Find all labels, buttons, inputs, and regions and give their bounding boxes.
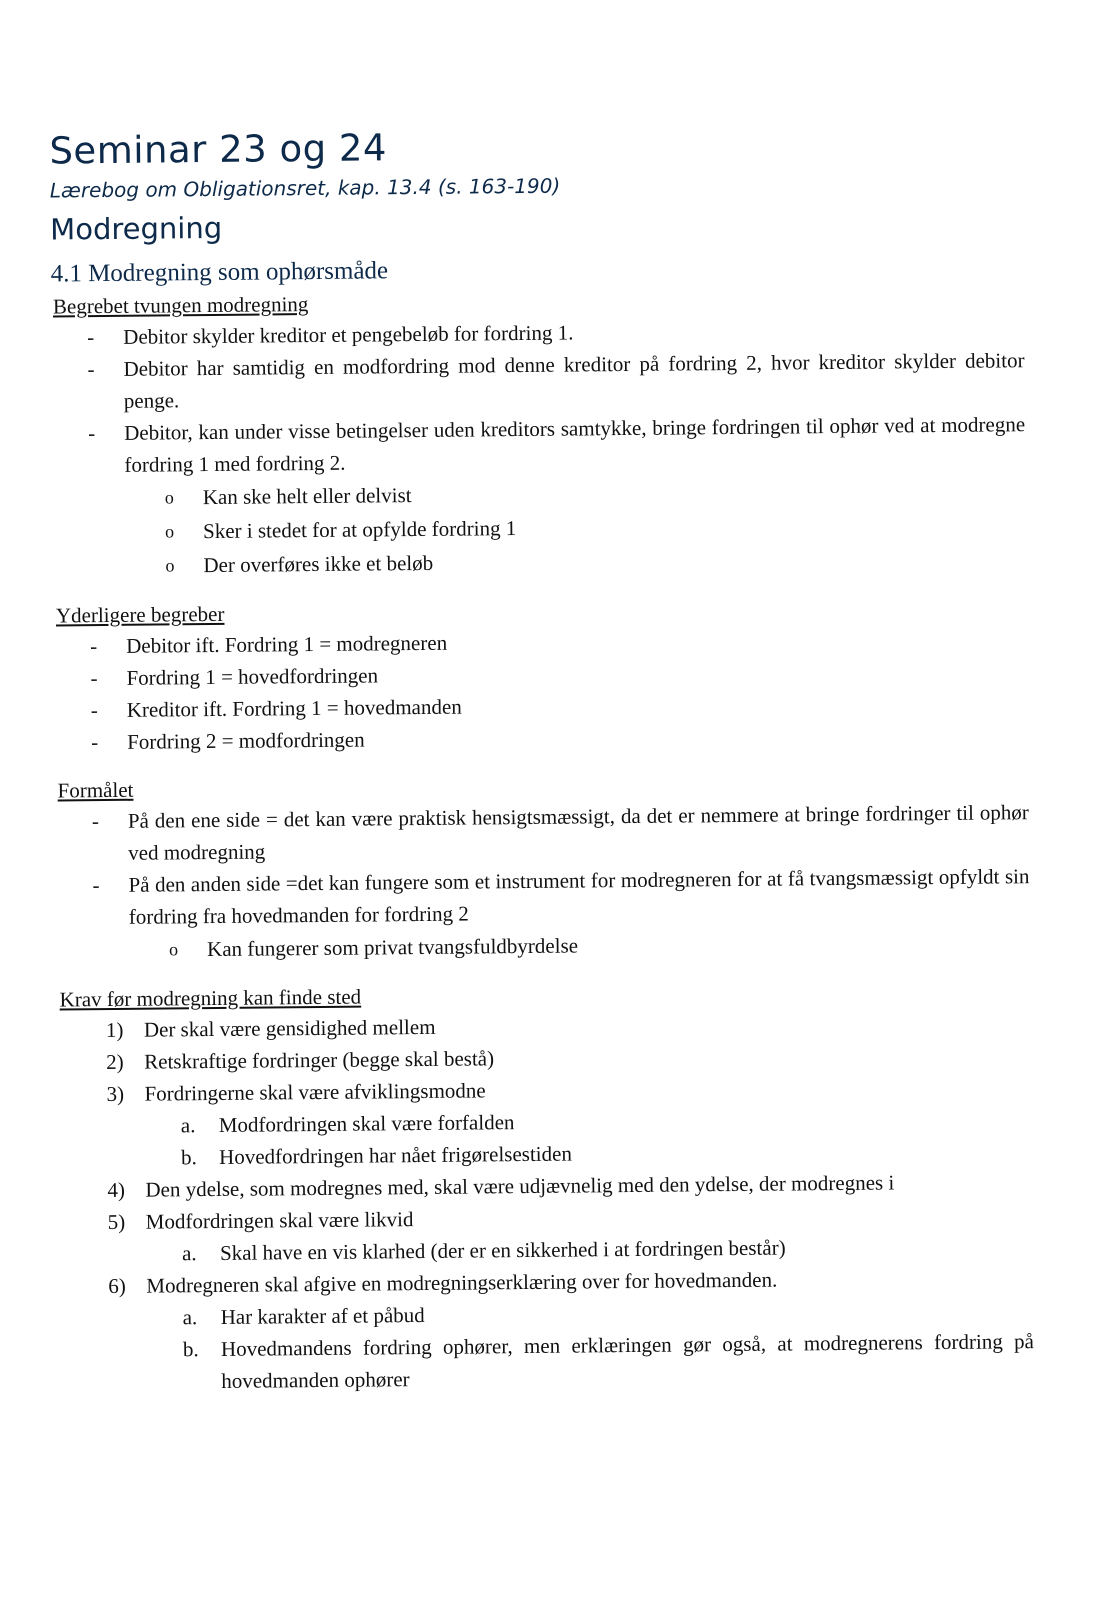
group-heading: Formålet xyxy=(57,777,134,803)
group-heading: Begrebet tvungen modregning xyxy=(52,292,309,319)
circle-bullet-icon: o xyxy=(164,487,174,508)
sub-item-text: Kan ske helt eller delvist xyxy=(202,483,412,510)
number-marker: 4) xyxy=(107,1177,126,1203)
number-marker: 3) xyxy=(106,1081,125,1107)
list-item xyxy=(56,796,1030,869)
list-item xyxy=(56,860,1030,933)
letter-marker: a. xyxy=(182,1305,198,1330)
dash-marker: - xyxy=(91,730,99,755)
group-heading: Krav før modregning kan finde sted xyxy=(59,984,362,1012)
lettered-item-text: Modfordringen skal være forfalden xyxy=(218,1110,515,1137)
lettered-item xyxy=(61,1325,1035,1398)
sub-item-text: Der overføres ikke et beløb xyxy=(203,550,434,578)
lettered-item-text: Hovedfordringen har nået frigørelsestiden xyxy=(219,1141,573,1169)
dash-list xyxy=(56,796,1030,933)
section-heading: 4.1 Modregning som ophørsmåde xyxy=(50,257,389,288)
sub-item-text: Sker i stedet for at opfylde fordring 1 xyxy=(202,516,517,544)
group-krav xyxy=(57,978,1034,1398)
dash-marker: - xyxy=(91,809,100,834)
list-item-text: Fordring 2 = modfordringen xyxy=(127,727,365,754)
list-item-text: Debitor, kan under visse betingelser uden kreditors samtykke, bringe fordringen til ophør ved at modregne fordring 1 med fordring 2. xyxy=(124,412,1026,477)
dash-marker: - xyxy=(90,666,98,691)
group-begrebet xyxy=(51,285,1027,583)
number-marker: 6) xyxy=(108,1273,126,1299)
dash-marker: - xyxy=(92,873,100,898)
page-subtitle: Lærebog om Obligationsret, kap. 13.4 (s. 163-190) xyxy=(49,173,561,203)
list-item-text: Debitor har samtidig en modfordring mod denne kreditor på fordring 2, hvor kreditor skylder debitor penge. xyxy=(123,348,1025,413)
dash-list xyxy=(54,621,1028,758)
number-marker: 5) xyxy=(107,1209,126,1235)
list-item xyxy=(52,408,1026,481)
lettered-item-text: Skal have en vis klarhed (der er en sikkerhed i at fordringen består) xyxy=(219,1235,786,1265)
letter-marker: a. xyxy=(181,1241,197,1266)
group-yderligere xyxy=(54,594,1028,758)
numbered-item-text: Den ydelse, som modregnes med, skal være udjævnelig med den ydelse, der modregnes i xyxy=(145,1170,895,1202)
lettered-item-text: Har karakter af et påbud xyxy=(220,1302,425,1329)
numbered-item-text: Der skal være gensidighed mellem xyxy=(143,1014,436,1042)
sub-list xyxy=(53,472,1027,583)
topic-heading: Modregning xyxy=(50,210,223,247)
numbered-item-text: Fordringerne skal være afviklingsmodne xyxy=(144,1078,486,1106)
lettered-item-text: Hovedmandens fordring ophører, men erklæringen gør også, at modregnerens fordring på hovedmanden ophører xyxy=(220,1329,1035,1393)
circle-bullet-icon: o xyxy=(165,555,175,576)
letter-marker: a. xyxy=(180,1113,196,1138)
list-item-text: På den ene side = det kan være praktisk hensigtsmæssigt, da det er nemmere at bringe fordringer til ophør ved modregning xyxy=(127,800,1029,865)
dash-marker: - xyxy=(90,634,98,659)
list-item xyxy=(51,344,1025,417)
list-item-text: På den anden side =det kan fungere som et instrument for modregneren for at få tvangsmæssigt opfyldt sin fordring fra hovedmanden for fordring 2 xyxy=(128,864,1030,929)
circle-bullet-icon: o xyxy=(169,939,179,960)
numbered-list xyxy=(58,1005,1035,1398)
circle-bullet-icon: o xyxy=(165,521,175,542)
number-marker: 2) xyxy=(106,1049,124,1075)
numbered-item-text: Retskraftige fordringer (begge skal bestå) xyxy=(144,1046,495,1074)
dash-marker: - xyxy=(90,698,98,723)
number-marker: 1) xyxy=(105,1017,124,1043)
group-formaalet xyxy=(55,769,1030,967)
list-item-text: Kreditor ift. Fordring 1 = hovedmanden xyxy=(126,694,462,722)
dash-marker: - xyxy=(87,357,95,382)
list-item-text: Fordring 1 = hovedfordringen xyxy=(126,663,379,690)
letter-marker: b. xyxy=(181,1145,197,1170)
sub-item-text: Kan fungerer som privat tvangsfuldbyrdelse xyxy=(207,933,579,962)
numbered-item-text: Modfordringen skal være likvid xyxy=(145,1207,414,1234)
page-title: Seminar 23 og 24 xyxy=(49,126,388,173)
dash-marker: - xyxy=(88,421,96,446)
list-item-text: Debitor skylder kreditor et pengebeløb for fordring 1. xyxy=(123,320,574,349)
numbered-item-text: Modregneren skal afgive en modregningserklæring over for hovedmanden. xyxy=(146,1267,778,1298)
group-heading: Yderligere begreber xyxy=(55,601,225,628)
dash-list xyxy=(51,312,1025,481)
letter-marker: b. xyxy=(182,1337,199,1362)
dash-marker: - xyxy=(87,325,95,350)
list-item-text: Debitor ift. Fordring 1 = modregneren xyxy=(126,630,448,658)
